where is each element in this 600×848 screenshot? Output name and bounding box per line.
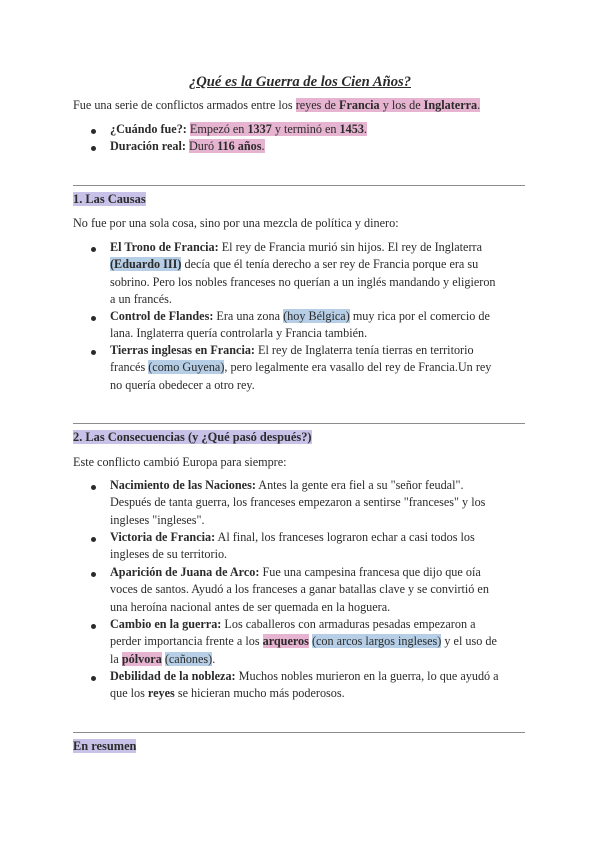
consequence-item: Aparición de Juana de Arco: Fue una campesina francesa que dijo que oía voces de santos. Ayudó a los franceses a ganar batallas clave y se convirtió en una heroína nacional antes de ser quemada en la hoguera. (110, 565, 489, 614)
bullet-icon (91, 146, 96, 151)
intro-highlight: reyes de Francia y los de Inglaterra. (295, 98, 481, 112)
consequences-heading: 2. Las Consecuencias (y ¿Qué pasó después?) (73, 430, 312, 444)
fact-when: ¿Cuándo fue?: Empezó en 1337 y terminó en 1453. (110, 122, 367, 136)
bullet-icon (91, 129, 96, 134)
fact-duration: Duración real: Duró 116 años. (110, 139, 265, 153)
cause-item: Tierras inglesas en Francia: El rey de Inglaterra tenía tierras en territorio francés (como Guyena), pero legalmente era vasallo del rey de Francia.Un rey no quería obedecer a otro rey. (110, 343, 492, 392)
consequence-item: Victoria de Francia: Al final, los franceses lograron echar a casi todos los ingleses de su territorio. (110, 530, 475, 562)
section-divider (73, 185, 525, 186)
causes-intro: No fue por una sola cosa, sino por una mezcla de política y dinero: (73, 216, 399, 230)
section-divider (73, 732, 525, 733)
consequence-item: Debilidad de la nobleza: Muchos nobles murieron en la guerra, lo que ayudó a que los reyes se hicieran mucho más poderosos. (110, 669, 499, 701)
bullet-icon (91, 247, 96, 252)
bullet-icon (91, 624, 96, 629)
cause-item: El Trono de Francia: El rey de Francia murió sin hijos. El rey de Inglaterra (Eduardo III) decía que él tenía derecho a ser rey de Francia porque era su sobrino. Pero los nobles franceses no querían a un inglés mandando y eligieron a un francés. (110, 240, 496, 307)
bullet-icon (91, 572, 96, 577)
consequence-item: Nacimiento de las Naciones: Antes la gente era fiel a su "señor feudal". Después de tanta guerra, los franceses empezaron a sentirse "franceses" y los ingleses "ingleses". (110, 478, 486, 527)
document-title: ¿Qué es la Guerra de los Cien Años? (188, 74, 412, 90)
cause-item: Control de Flandes: Era una zona (hoy Bélgica) muy rica por el comercio de lana. Inglaterra quería controlarla y Francia también. (110, 309, 490, 341)
section-divider (73, 423, 525, 424)
causes-heading: 1. Las Causas (73, 192, 146, 206)
bullet-icon (91, 350, 96, 355)
bullet-icon (91, 485, 96, 490)
consequences-intro: Este conflicto cambió Europa para siempre: (73, 455, 287, 469)
bullet-icon (91, 537, 96, 542)
bullet-icon (91, 316, 96, 321)
consequence-item: Cambio en la guerra: Los caballeros con armaduras pesadas empezaron a perder importancia frente a los arqueros (con arcos largos ingleses) y el uso de la pólvora (cañones). (110, 617, 497, 666)
summary-heading: En resumen (73, 739, 137, 753)
intro-paragraph: Fue una serie de conflictos armados entre los reyes de Francia y los de Inglaterra. (73, 98, 481, 112)
bullet-icon (91, 676, 96, 681)
